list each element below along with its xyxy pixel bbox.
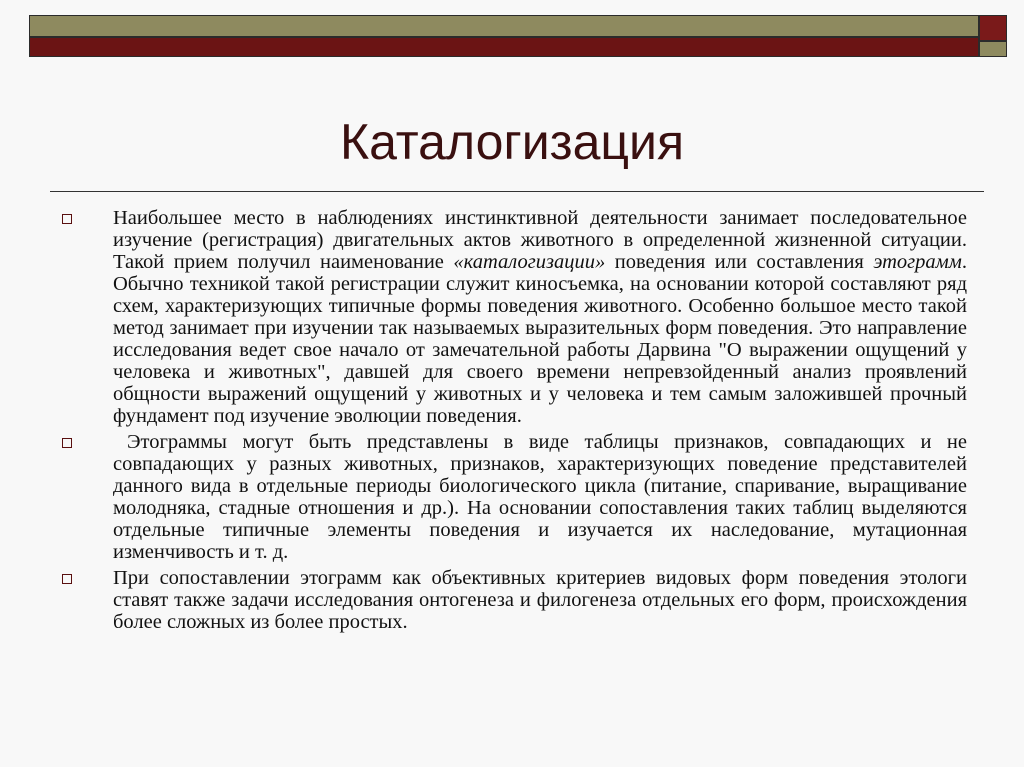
text-run: Наибольшее место в наблюдениях инстинктивной деятельности занимает последовательное изучение (регистрация) двигательных актов животного в определенной жизненной ситуации. Такой прием получил наименование [113,207,967,273]
bullet-item [62,567,967,633]
title-divider [50,191,984,192]
slide-title: Каталогизация [339,114,685,170]
slide-body [62,207,967,637]
italic-term: «каталогизации» [453,251,606,273]
square-bullet-icon [62,438,72,448]
italic-term: этограмм [873,251,962,273]
square-bullet-icon [62,214,72,224]
header-band-olive [29,15,979,37]
corner-square-red [979,15,1007,41]
bullet-text: При сопоставлении этограмм как объективных критериев видовых форм поведения этологи ставят также задачи исследования онтогенеза и филогенеза отдельных его форм, происхождения более сложных из более простых. [113,567,967,633]
bullet-text: Этограммы могут быть представлены в виде таблицы признаков, совпадающих и не совпадающих у разных животных, признаков, характеризующих поведение представителей данного вида в отдельные периоды биологического цикла (питание, спаривание, выращивание молодняка, стадные отношения и др.). На основании сопоставления таких таблиц выделяются отдельные типичные элементы поведения и изучается их наследование, мутационная изменчивость и т. д. [113,431,967,563]
bullet-text [113,207,967,427]
bullet-item [62,207,967,427]
square-bullet-icon [62,574,72,584]
bullet-item [62,431,967,563]
header-band-red [29,37,979,57]
text-run: . Обычно техникой такой регистрации служит киносъемка, на основании которой составляют ряд схем, характеризующих типичные формы поведения животного. Особенно большое место такой метод занимает при изучении так называемых выразительных форм поведения. Это направление исследования ведет свое начало от замечательной работы Дарвина "О выражении ощущений у человека и животных", давшей для своего времени непревзойденный анализ проявлений общности выражений ощущений у животных и у человека и тем самым заложившей прочный фундамент под изучение эволюции поведения. [113,251,967,427]
text-run: поведения или составления [605,251,874,273]
corner-square-olive [979,41,1007,57]
